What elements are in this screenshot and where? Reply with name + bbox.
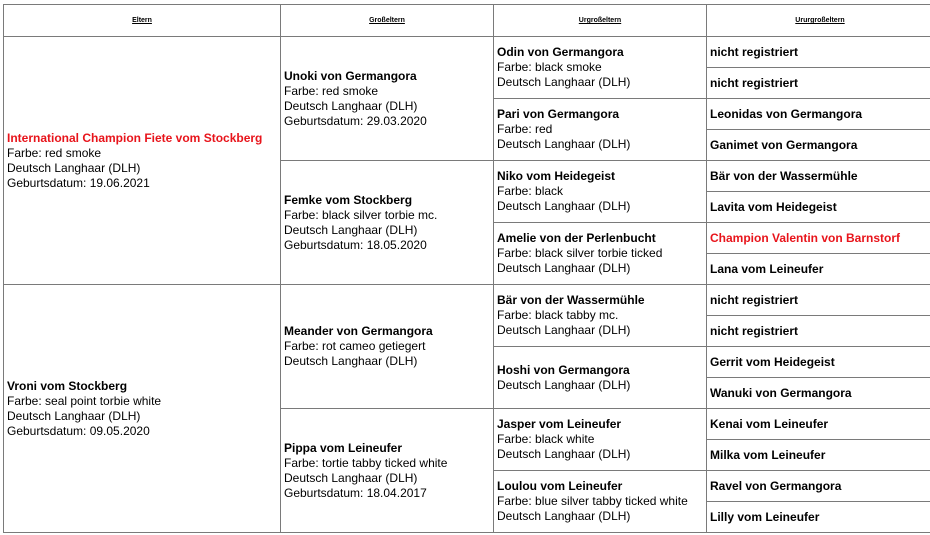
great-grandparent-name: Loulou vom Leineufer (497, 479, 623, 493)
great-grandparent-name: Odin von Germangora (497, 45, 624, 59)
grandparent-color: Farbe: black silver torbie mc. (284, 207, 438, 222)
pedigree-table (3, 4, 930, 533)
great-grandparent-breed: Deutsch Langhaar (DLH) (497, 199, 631, 213)
great-great-grandparent-cell: Leonidas von Germangora (707, 99, 930, 130)
header-grandparents: Großeltern (281, 5, 494, 37)
grandparent-breed: Deutsch Langhaar (DLH) (284, 354, 418, 368)
great-grandparent-cell (494, 471, 707, 533)
parent-dob: Geburtsdatum: 09.05.2020 (7, 423, 150, 438)
great-great-grandparent-cell: Milka vom Leineufer (707, 440, 930, 471)
parent-cell-dam (4, 285, 281, 533)
great-grandparent-cell (494, 409, 707, 471)
grandparent-breed: Deutsch Langhaar (DLH) (284, 98, 418, 113)
grandparent-cell (281, 161, 494, 285)
parent-dob: Geburtsdatum: 19.06.2021 (7, 175, 150, 190)
great-great-grandparent-cell: Bär von der Wassermühle (707, 161, 930, 192)
table-row (4, 285, 930, 316)
great-grandparent-color: Farbe: black silver torbie ticked (497, 246, 663, 260)
great-great-grandparent-cell: Lavita vom Heidegeist (707, 192, 930, 223)
great-great-grandparent-cell: Gerrit vom Heidegeist (707, 347, 930, 378)
great-grandparent-name: Jasper vom Leineufer (497, 417, 622, 431)
great-grandparent-color: Farbe: blue silver tabby ticked white (497, 494, 688, 508)
great-grandparent-breed: Deutsch Langhaar (DLH) (497, 377, 631, 392)
great-great-grandparent-cell: nicht registriert (707, 68, 930, 99)
great-grandparent-color: Farbe: red (497, 122, 553, 136)
great-grandparent-name: Pari von Germangora (497, 107, 620, 121)
great-great-grandparent-cell: Lana vom Leineufer (707, 254, 930, 285)
parent-color: Farbe: red smoke (7, 145, 102, 160)
parent-breed: Deutsch Langhaar (DLH) (7, 160, 141, 175)
great-grandparent-breed: Deutsch Langhaar (DLH) (497, 75, 631, 89)
great-grandparent-color: Farbe: black white (497, 432, 595, 446)
parent-name: International Champion Fiete vom Stockberg (7, 130, 263, 145)
great-grandparent-breed: Deutsch Langhaar (DLH) (497, 137, 631, 151)
grandparent-dob: Geburtsdatum: 18.04.2017 (284, 485, 427, 500)
great-grandparent-breed: Deutsch Langhaar (DLH) (497, 447, 631, 461)
great-grandparent-color: Farbe: black (497, 184, 564, 198)
header-row (4, 5, 930, 37)
header-parents: Eltern (4, 5, 281, 37)
parent-breed: Deutsch Langhaar (DLH) (7, 408, 141, 423)
great-grandparent-cell (494, 285, 707, 347)
great-great-grandparent-cell: Champion Valentin von Barnstorf (707, 223, 930, 254)
grandparent-cell (281, 409, 494, 533)
great-grandparent-color: Farbe: black tabby mc. (497, 308, 619, 322)
great-grandparent-name: Amelie von der Perlenbucht (497, 231, 656, 245)
great-grandparent-breed: Deutsch Langhaar (DLH) (497, 509, 631, 523)
header-great-great-grandparents: Ururgroßeltern (707, 5, 930, 37)
great-grandparent-color: Farbe: black smoke (497, 60, 602, 74)
header-great-grandparents: Urgroßeltern (494, 5, 707, 37)
great-grandparent-cell (494, 223, 707, 285)
grandparent-name: Pippa vom Leineufer (284, 440, 403, 455)
grandparent-color: Farbe: tortie tabby ticked white (284, 455, 448, 470)
great-grandparent-breed: Deutsch Langhaar (DLH) (497, 261, 631, 275)
great-grandparent-name: Hoshi von Germangora (497, 362, 630, 377)
grandparent-color: Farbe: red smoke (284, 83, 379, 98)
grandparent-cell (281, 285, 494, 409)
great-great-grandparent-cell: nicht registriert (707, 285, 930, 316)
great-grandparent-breed: Deutsch Langhaar (DLH) (497, 323, 631, 337)
parent-name: Vroni vom Stockberg (7, 378, 128, 393)
great-grandparent-name: Bär von der Wassermühle (497, 293, 645, 307)
great-great-grandparent-cell: Ravel von Germangora (707, 471, 930, 502)
great-grandparent-cell (494, 99, 707, 161)
great-grandparent-cell (494, 161, 707, 223)
grandparent-name: Meander von Germangora (284, 324, 433, 338)
great-great-grandparent-cell: Ganimet von Germangora (707, 130, 930, 161)
great-great-grandparent-cell: nicht registriert (707, 316, 930, 347)
great-grandparent-cell (494, 37, 707, 99)
great-great-grandparent-cell: Kenai vom Leineufer (707, 409, 930, 440)
grandparent-name: Unoki von Germangora (284, 68, 417, 83)
great-great-grandparent-cell: Wanuki von Germangora (707, 378, 930, 409)
great-grandparent-cell (494, 347, 707, 409)
grandparent-dob: Geburtsdatum: 18.05.2020 (284, 237, 427, 252)
grandparent-breed: Deutsch Langhaar (DLH) (284, 470, 418, 485)
parent-cell-sire (4, 37, 281, 285)
grandparent-color: Farbe: rot cameo getiegert (284, 339, 426, 353)
great-great-grandparent-cell: Lilly vom Leineufer (707, 502, 930, 533)
great-grandparent-name: Niko vom Heidegeist (497, 169, 616, 183)
grandparent-name: Femke vom Stockberg (284, 192, 413, 207)
grandparent-breed: Deutsch Langhaar (DLH) (284, 222, 418, 237)
parent-color: Farbe: seal point torbie white (7, 393, 162, 408)
grandparent-cell (281, 37, 494, 161)
great-great-grandparent-cell: nicht registriert (707, 37, 930, 68)
table-row (4, 37, 930, 68)
grandparent-dob: Geburtsdatum: 29.03.2020 (284, 113, 427, 128)
